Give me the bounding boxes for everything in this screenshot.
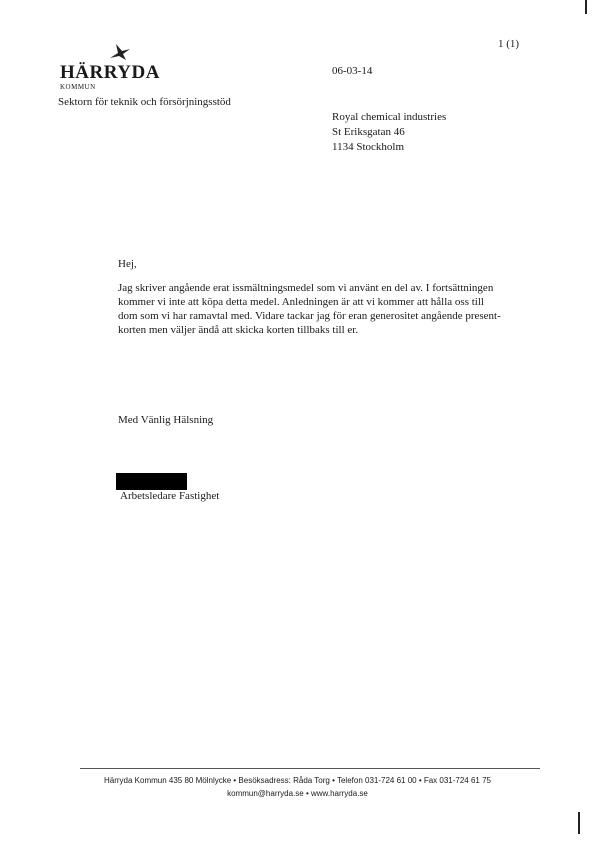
body-line: korten men väljer ändå att skicka korten tillbaks till er.: [118, 324, 359, 336]
bird-icon: [108, 40, 132, 62]
logo-subtext: KOMMUN: [60, 83, 96, 91]
letter-closing: Med Vänlig Hälsning: [118, 414, 214, 426]
footer-contact: Härryda Kommun 435 80 Mölnlycke • Besöksadress: Råda Torg • Telefon 031-724 61 00 • Fax 031-724 61 75: [104, 776, 491, 785]
letter-body: [118, 281, 538, 337]
recipient-line: Royal chemical industries: [332, 111, 447, 123]
recipient-line: St Eriksgatan 46: [332, 126, 405, 138]
municipality-logo: [58, 40, 168, 100]
body-line: Jag skriver angående erat issmältningsmedel som vi använt en del av. I fortsättningen: [118, 282, 494, 294]
redacted-signature: [116, 473, 187, 490]
scan-edge-mark: [585, 0, 587, 14]
recipient-address: [332, 110, 446, 155]
letter-date: 06-03-14: [332, 65, 373, 77]
logo-wordmark: HÄRRYDA: [60, 62, 160, 83]
footer-divider: [80, 768, 540, 769]
footer-web: kommun@harryda.se • www.harryda.se: [227, 789, 368, 798]
body-line: dom som vi har ramavtal med. Vidare tackar jag för eran generositet angående present-: [118, 310, 501, 322]
recipient-line: 1134 Stockholm: [332, 141, 405, 153]
sender-department: Sektorn för teknik och försörjningsstöd: [58, 96, 231, 108]
body-line: kommer vi inte att köpa detta medel. Anledningen är att vi kommer att hålla oss till: [118, 296, 484, 308]
scan-edge-mark: [578, 812, 580, 834]
signer-title: Arbetsledare Fastighet: [120, 490, 220, 502]
page-number: 1 (1): [498, 38, 520, 50]
letter-greeting: Hej,: [118, 258, 137, 270]
